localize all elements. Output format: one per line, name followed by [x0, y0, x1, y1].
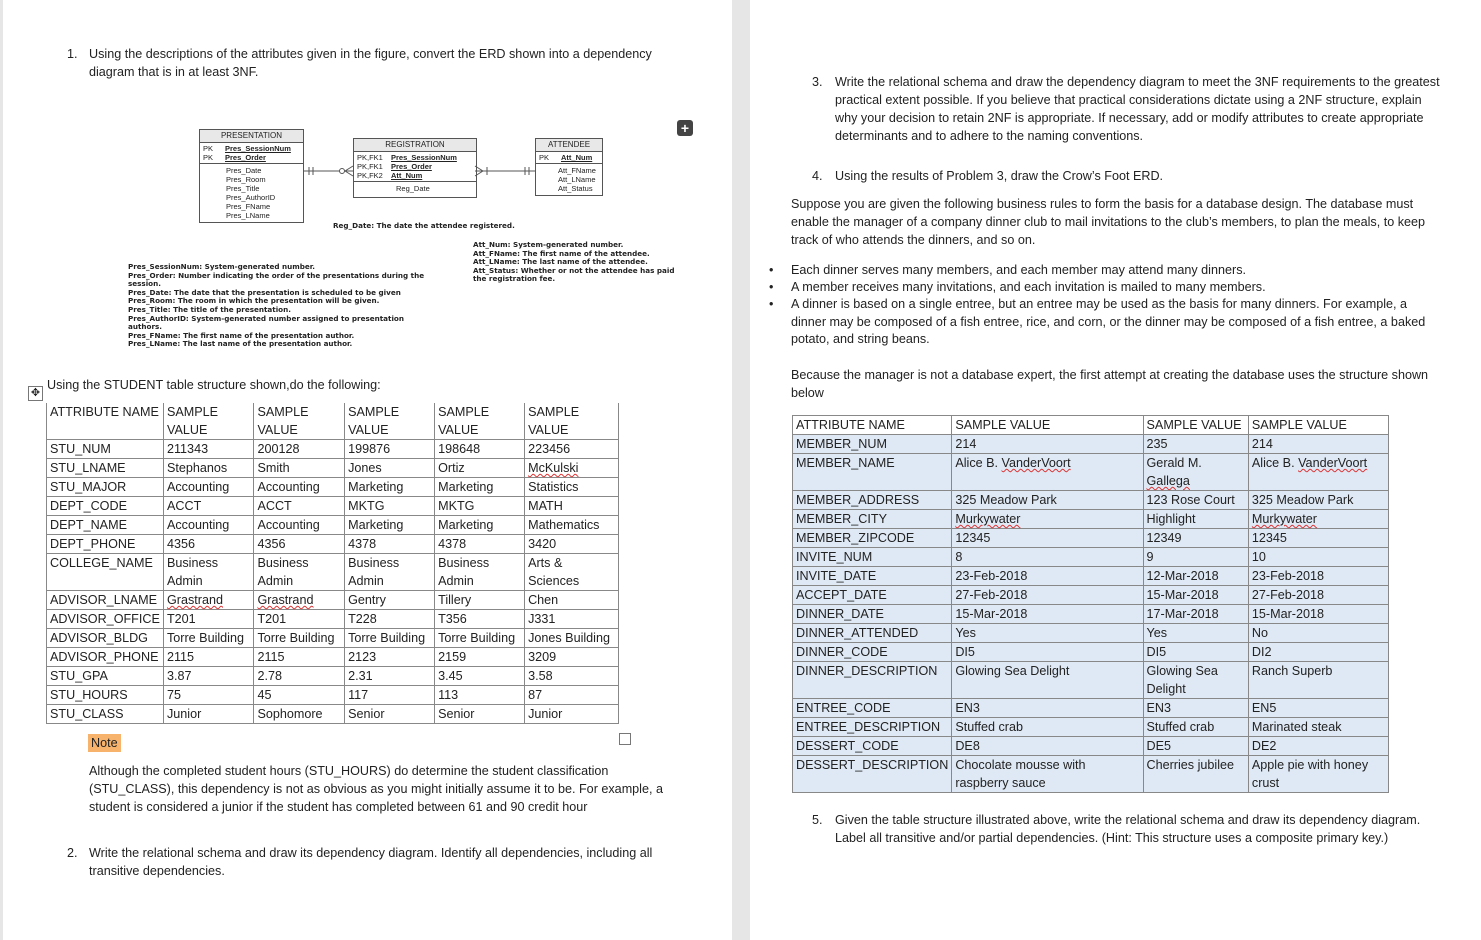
- key-type: PK: [539, 153, 550, 162]
- sample-value-cell: Stephanos: [163, 459, 253, 478]
- table-row: [47, 440, 619, 459]
- sample-value-cell: 235: [1143, 435, 1248, 454]
- sample-value-cell: Apple pie with honey crust: [1248, 756, 1388, 793]
- sample-value-cell: Torre Building: [435, 629, 525, 648]
- sample-value-cell: EN3: [1143, 699, 1248, 718]
- table-row: [47, 705, 619, 724]
- sample-value-cell: 15-Mar-2018: [952, 605, 1143, 624]
- entity-title: ATTENDEE: [536, 139, 602, 152]
- sample-value-cell: 2.78: [254, 667, 345, 686]
- sample-value-cell: Accounting: [254, 478, 345, 497]
- cell-text: Alice B. VanderVoort: [1251, 456, 1368, 470]
- student-intro-text: Using the STUDENT table structure shown,do the following:: [47, 378, 381, 392]
- entity-attribute: Pres_Date: [226, 166, 262, 175]
- sample-value-cell: 223456: [525, 440, 619, 459]
- key-type: PK,FK2: [357, 171, 383, 180]
- column-header: SAMPLE VALUE: [952, 416, 1143, 435]
- attribute-description: Pres_SessionNum: System-generated number.: [128, 262, 315, 271]
- scenario-text: Suppose you are given the following business rules to form the basis for a database design. The database must enable the manager of a company dinner club to mail invitations to the club’s members, to plan the meals, to keep track of who attends the dinners, and so on.: [791, 197, 1426, 247]
- attribute-name-cell: ENTREE_DESCRIPTION: [793, 718, 952, 737]
- sample-value-cell: J331: [525, 610, 619, 629]
- table-row: [793, 548, 1389, 567]
- sample-value-cell: T201: [254, 610, 345, 629]
- key-attribute: Att_Num: [391, 171, 423, 180]
- entity-title: REGISTRATION: [354, 139, 476, 152]
- sample-value-cell: 117: [345, 686, 435, 705]
- sample-value-cell: 9: [1143, 548, 1248, 567]
- sample-value-cell: 3209: [525, 648, 619, 667]
- question-text: Write the relational schema and draw the dependency diagram to meet the 3NF requirements to the greatest practical extent possible. If you believe that practical considerations dictate using a 2NF structure, explain why your decision to retain 2NF is appropriate. If necessary, add or modify attributes to create appropriate determinants and to adhere to the naming conventions.: [835, 75, 1440, 143]
- sample-value-cell: Torre Building: [163, 629, 253, 648]
- table-header-row: [47, 403, 619, 440]
- crowfoot-mark: [345, 171, 353, 176]
- entity-attribute: Pres_FName: [226, 202, 271, 211]
- key-attribute: Pres_Order: [391, 162, 432, 171]
- attribute-name-cell: MEMBER_NAME: [793, 454, 952, 491]
- question-number: 3.: [812, 75, 823, 89]
- table-move-handle-icon[interactable]: ✥: [28, 386, 43, 401]
- table-row: [47, 554, 619, 591]
- column-header: SAMPLE VALUE: [163, 403, 253, 440]
- sample-value-cell: Junior: [525, 705, 619, 724]
- sample-value-cell: Torre Building: [345, 629, 435, 648]
- sample-value-cell: Senior: [345, 705, 435, 724]
- sample-value-cell: 2.31: [345, 667, 435, 686]
- manager-text: Because the manager is not a database expert, the first attempt at creating the database uses the structure shown below: [791, 368, 1429, 400]
- bullet-text: A member receives many invitations, and each invitation is mailed to many members.: [791, 280, 1266, 294]
- right-page: [750, 0, 1481, 940]
- presentation-descriptions: [128, 263, 428, 349]
- sample-value-cell: 27-Feb-2018: [952, 586, 1143, 605]
- sample-value-cell: Chen: [525, 591, 619, 610]
- sample-value-cell: 199876: [345, 440, 435, 459]
- sample-value-cell: 23-Feb-2018: [952, 567, 1143, 586]
- sample-value-cell: Statistics: [525, 478, 619, 497]
- cell-text: Alice B. VanderVoort: [955, 456, 1071, 470]
- attribute-name-cell: ADVISOR_BLDG: [47, 629, 164, 648]
- question-3: [812, 73, 1442, 145]
- sample-value-cell: Sophomore: [254, 705, 345, 724]
- attribute-name-cell: STU_GPA: [47, 667, 164, 686]
- sample-value-cell: 4378: [435, 535, 525, 554]
- sample-value-cell: MATH: [525, 497, 619, 516]
- sample-value-cell: ACCT: [163, 497, 253, 516]
- sample-value-cell: 211343: [163, 440, 253, 459]
- attribute-description: Pres_FName: The first name of the presentation author.: [128, 330, 355, 340]
- sample-value-cell: [1248, 510, 1388, 529]
- bullet-text: Each dinner serves many members, and each member may attend many dinners.: [791, 263, 1246, 277]
- optional-mark: [340, 169, 345, 174]
- sample-value-cell: 12-Mar-2018: [1143, 567, 1248, 586]
- sample-value-cell: Jones Building: [525, 629, 619, 648]
- sample-value-cell: Cherries jubilee: [1143, 756, 1248, 793]
- sample-value-cell: DE8: [952, 737, 1143, 756]
- sample-value-cell: 2115: [163, 648, 253, 667]
- sample-value-cell: MKTG: [435, 497, 525, 516]
- key-attribute: Pres_SessionNum: [391, 153, 457, 162]
- sample-value-cell: [952, 454, 1143, 491]
- entity-attribute: Pres_Room: [226, 175, 266, 184]
- sample-value-cell: Marinated steak: [1248, 718, 1388, 737]
- sample-value-cell: DI5: [1143, 643, 1248, 662]
- entity-attribute: Att_LName: [558, 175, 596, 184]
- sample-value-cell: 27-Feb-2018: [1248, 586, 1388, 605]
- sample-value-cell: Smith: [254, 459, 345, 478]
- sample-value-cell: [1143, 454, 1248, 491]
- question-number: 2.: [67, 846, 78, 860]
- student-intro: [47, 376, 381, 394]
- attribute-name-cell: ENTREE_CODE: [793, 699, 952, 718]
- attribute-description: Att_Num: System-generated number.: [473, 240, 624, 249]
- table-row: [47, 591, 619, 610]
- attribute-name-cell: INVITE_NUM: [793, 548, 952, 567]
- left-page: [3, 0, 732, 940]
- table-row: [47, 686, 619, 705]
- sample-value-cell: 2123: [345, 648, 435, 667]
- attribute-name-cell: DINNER_ATTENDED: [793, 624, 952, 643]
- table-row: [793, 718, 1389, 737]
- sample-value-cell: 113: [435, 686, 525, 705]
- sample-value-cell: Glowing Sea Delight: [1143, 662, 1248, 699]
- sample-value-cell: 8: [952, 548, 1143, 567]
- sample-value-cell: Stuffed crab: [1143, 718, 1248, 737]
- sample-value-cell: 214: [1248, 435, 1388, 454]
- attribute-name-cell: MEMBER_ADDRESS: [793, 491, 952, 510]
- sample-value-cell: [1248, 454, 1388, 491]
- student-table: [46, 403, 619, 724]
- table-row: [47, 629, 619, 648]
- sample-value-cell: Yes: [952, 624, 1143, 643]
- sample-value-cell: 4356: [163, 535, 253, 554]
- sample-value-cell: 325 Meadow Park: [1248, 491, 1388, 510]
- column-header: ATTRIBUTE NAME: [793, 416, 952, 435]
- question-text: Write the relational schema and draw its dependency diagram. Identify all dependencies, including all transitive dependencies.: [89, 846, 653, 878]
- attribute-name-cell: STU_NUM: [47, 440, 164, 459]
- sample-value-cell: 3.87: [163, 667, 253, 686]
- sample-value-cell: 2115: [254, 648, 345, 667]
- add-content-icon[interactable]: +: [677, 120, 693, 136]
- table-row: [793, 605, 1389, 624]
- sample-value-cell: 325 Meadow Park: [952, 491, 1143, 510]
- key-attribute: Att_Num: [561, 153, 593, 162]
- bullet-item: • A member receives many invitations, and each invitation is mailed to many members.: [769, 280, 1266, 294]
- table-row: [793, 586, 1389, 605]
- sample-value-cell: T228: [345, 610, 435, 629]
- attribute-name-cell: DINNER_DATE: [793, 605, 952, 624]
- sample-value-cell: Yes: [1143, 624, 1248, 643]
- sample-value-cell: 75: [163, 686, 253, 705]
- table-row: [47, 459, 619, 478]
- sample-value-cell: Marketing: [345, 516, 435, 535]
- table-resize-handle[interactable]: [619, 733, 631, 745]
- table-row: [793, 624, 1389, 643]
- table-row: [793, 699, 1389, 718]
- attribute-description: Att_FName: The first name of the attendee.: [473, 248, 650, 258]
- cell-text: McKulski: [528, 461, 579, 475]
- sample-value-cell: Business Admin: [345, 554, 435, 591]
- sample-value-cell: DI5: [952, 643, 1143, 662]
- erd-figure: [123, 126, 683, 356]
- reg-date-description: Reg_Date: The date the attendee registered.: [333, 221, 515, 230]
- sample-value-cell: DI2: [1248, 643, 1388, 662]
- sample-value-cell: ACCT: [254, 497, 345, 516]
- sample-value-cell: T201: [163, 610, 253, 629]
- sample-value-cell: 87: [525, 686, 619, 705]
- question-number: 4.: [812, 169, 823, 183]
- attribute-name-cell: MEMBER_ZIPCODE: [793, 529, 952, 548]
- sample-value-cell: [254, 591, 345, 610]
- question-4: [812, 167, 1442, 185]
- attribute-description: Att_Status: Whether or not the attendee has paid the registration fee.: [473, 265, 675, 284]
- attribute-name-cell: MEMBER_CITY: [793, 510, 952, 529]
- attribute-name-cell: DESSERT_CODE: [793, 737, 952, 756]
- sample-value-cell: 12345: [1248, 529, 1388, 548]
- sample-value-cell: Accounting: [254, 516, 345, 535]
- sample-value-cell: Chocolate mousse with raspberry sauce: [952, 756, 1143, 793]
- column-header: SAMPLE VALUE: [1248, 416, 1388, 435]
- cell-text: Murkywater: [955, 512, 1021, 526]
- cell-text: Gerald M. Gallega: [1146, 456, 1202, 488]
- sample-value-cell: Highlight: [1143, 510, 1248, 529]
- sample-value-cell: Torre Building: [254, 629, 345, 648]
- key-attribute: Pres_SessionNum: [225, 144, 291, 153]
- question-2: [67, 844, 697, 880]
- bullet-text: A dinner is based on a single entree, but an entree may be used as the basis for many dinners. For example, a dinner may be composed of a fish entree, rice, and corn, or the dinner may be composed of a fish entree, a baked potato, and string beans.: [791, 297, 1426, 346]
- attribute-name-cell: ADVISOR_PHONE: [47, 648, 164, 667]
- cell-text: Grastrand: [257, 593, 314, 607]
- attribute-name-cell: STU_CLASS: [47, 705, 164, 724]
- attribute-name-cell: ADVISOR_LNAME: [47, 591, 164, 610]
- sample-value-cell: 4356: [254, 535, 345, 554]
- sample-value-cell: DE2: [1248, 737, 1388, 756]
- sample-value-cell: 3.58: [525, 667, 619, 686]
- table-row: [793, 529, 1389, 548]
- sample-value-cell: MKTG: [345, 497, 435, 516]
- bullet-item: • A dinner is based on a single entree, but an entree may be used as the basis for many dinners. For example, a dinner may be composed of a fish entree, rice, and corn, or the dinner may be composed of a fish entree, a baked potato, and string beans.: [769, 297, 1426, 346]
- attribute-description: Pres_Date: The date that the presentation is scheduled to be given: [128, 287, 401, 297]
- entity-attribute: Reg_Date: [396, 184, 430, 193]
- question-text: Given the table structure illustrated above, write the relational schema and draw its dependency diagram. Label all transitive and/or partial dependencies. (Hint: This structure uses a composite primary key.): [835, 813, 1421, 845]
- table-row: [47, 648, 619, 667]
- sample-value-cell: EN3: [952, 699, 1143, 718]
- entity-attribute: Att_Status: [558, 184, 593, 193]
- attribute-name-cell: STU_HOURS: [47, 686, 164, 705]
- table-row: [793, 643, 1389, 662]
- attribute-description: Pres_AuthorID: System-generated number assigned to presentation authors.: [128, 313, 404, 332]
- attribute-description: Pres_Order: Number indicating the order of the presentations during the session.: [128, 270, 425, 289]
- sample-value-cell: Glowing Sea Delight: [952, 662, 1143, 699]
- column-header: SAMPLE VALUE: [345, 403, 435, 440]
- question-1: [67, 45, 697, 81]
- sample-value-cell: 4378: [345, 535, 435, 554]
- table-row: [793, 756, 1389, 793]
- sample-value-cell: 12349: [1143, 529, 1248, 548]
- attribute-description: Pres_Room: The room in which the presentation will be given.: [128, 296, 380, 306]
- sample-value-cell: 15-Mar-2018: [1143, 586, 1248, 605]
- sample-value-cell: 214: [952, 435, 1143, 454]
- table-row: [47, 610, 619, 629]
- entity-title: PRESENTATION: [200, 130, 303, 143]
- question-number: 1.: [67, 47, 78, 61]
- sample-value-cell: 200128: [254, 440, 345, 459]
- key-type: PK,FK1: [357, 162, 383, 171]
- table-row: [47, 497, 619, 516]
- attribute-name-cell: INVITE_DATE: [793, 567, 952, 586]
- table-row: [793, 737, 1389, 756]
- sample-value-cell: 123 Rose Court: [1143, 491, 1248, 510]
- sample-value-cell: No: [1248, 624, 1388, 643]
- table-row: [47, 535, 619, 554]
- attribute-name-cell: ADVISOR_OFFICE: [47, 610, 164, 629]
- crowfoot-mark: [475, 171, 483, 176]
- attribute-name-cell: MEMBER_NUM: [793, 435, 952, 454]
- attribute-description: Att_LName: The last name of the attendee.: [473, 257, 648, 267]
- entity-attribute: Pres_LName: [226, 211, 270, 220]
- crowfoot-mark: [345, 166, 353, 171]
- sample-value-cell: 12345: [952, 529, 1143, 548]
- sample-value-cell: Marketing: [435, 478, 525, 497]
- sample-value-cell: Tillery: [435, 591, 525, 610]
- attribute-name-cell: DINNER_CODE: [793, 643, 952, 662]
- key-type: PK: [203, 144, 214, 153]
- entity-attribute: Pres_Title: [226, 184, 260, 193]
- sample-value-cell: [163, 591, 253, 610]
- attribute-description: Pres_Title: The title of the presentation.: [128, 304, 291, 314]
- sample-value-cell: Marketing: [345, 478, 435, 497]
- table-row: [793, 567, 1389, 586]
- sample-value-cell: DE5: [1143, 737, 1248, 756]
- key-type: PK: [203, 153, 214, 162]
- sample-value-cell: Mathematics: [525, 516, 619, 535]
- sample-value-cell: [952, 510, 1143, 529]
- table-row: [793, 510, 1389, 529]
- table-row: [793, 491, 1389, 510]
- sample-value-cell: [525, 459, 619, 478]
- sample-value-cell: Gentry: [345, 591, 435, 610]
- sample-value-cell: 198648: [435, 440, 525, 459]
- column-header: SAMPLE VALUE: [435, 403, 525, 440]
- question-text[interactable]: Using the descriptions of the attributes given in the figure, convert the ERD shown into a dependency diagram that is in at least 3NF.: [89, 47, 652, 79]
- attribute-name-cell: ACCEPT_DATE: [793, 586, 952, 605]
- column-header: ATTRIBUTE NAME: [47, 403, 164, 440]
- question-5: [812, 811, 1442, 847]
- sample-value-cell: Senior: [435, 705, 525, 724]
- cell-text: Murkywater: [1251, 512, 1317, 526]
- entity-attribute: Att_FName: [558, 166, 596, 175]
- attendee-descriptions: [473, 241, 683, 284]
- key-type: PK,FK1: [357, 153, 383, 162]
- sample-value-cell: Accounting: [163, 516, 253, 535]
- crowfoot-mark: [475, 166, 483, 171]
- sample-value-cell: 45: [254, 686, 345, 705]
- bullet-item: • Each dinner serves many members, and each member may attend many dinners.: [769, 263, 1246, 277]
- sample-value-cell: 17-Mar-2018: [1143, 605, 1248, 624]
- sample-value-cell: Stuffed crab: [952, 718, 1143, 737]
- sample-value-cell: Junior: [163, 705, 253, 724]
- attribute-description: Pres_LName: The last name of the presentation author.: [128, 339, 353, 349]
- attribute-name-cell: DEPT_PHONE: [47, 535, 164, 554]
- attribute-name-cell: DEPT_NAME: [47, 516, 164, 535]
- sample-value-cell: 10: [1248, 548, 1388, 567]
- sample-value-cell: 2159: [435, 648, 525, 667]
- sample-value-cell: Business Admin: [435, 554, 525, 591]
- question-text: Using the results of Problem 3, draw the Crow’s Foot ERD.: [835, 169, 1164, 183]
- sample-value-cell: 23-Feb-2018: [1248, 567, 1388, 586]
- sample-value-cell: 3.45: [435, 667, 525, 686]
- attribute-name-cell: STU_LNAME: [47, 459, 164, 478]
- sample-value-cell: EN5: [1248, 699, 1388, 718]
- column-header: SAMPLE VALUE: [254, 403, 345, 440]
- sample-value-cell: Jones: [345, 459, 435, 478]
- question-number: 5.: [812, 813, 823, 827]
- column-header: SAMPLE VALUE: [525, 403, 619, 440]
- note-text: Although the completed student hours (STU_HOURS) do determine the student classification (STU_CLASS), this dependency is not as obvious as you might initially assume it to be. For example, a student is considered a junior if the student has completed between 61 and 90 credit hour: [89, 764, 663, 814]
- table-row: [793, 454, 1389, 491]
- attribute-name-cell: STU_MAJOR: [47, 478, 164, 497]
- attribute-name-cell: DINNER_DESCRIPTION: [793, 662, 952, 699]
- sample-value-cell: 3420: [525, 535, 619, 554]
- sample-value-cell: Marketing: [435, 516, 525, 535]
- cell-text: Grastrand: [166, 593, 223, 607]
- sample-value-cell: T356: [435, 610, 525, 629]
- sample-value-cell: Business Admin: [163, 554, 253, 591]
- attribute-name-cell: DESSERT_DESCRIPTION: [793, 756, 952, 793]
- table-row: [47, 516, 619, 535]
- table-row: [47, 478, 619, 497]
- sample-value-cell: 15-Mar-2018: [1248, 605, 1388, 624]
- attribute-name-cell: COLLEGE_NAME: [47, 554, 164, 591]
- sample-value-cell: Ortiz: [435, 459, 525, 478]
- entity-attribute: Pres_AuthorID: [226, 193, 276, 202]
- attribute-name-cell: DEPT_CODE: [47, 497, 164, 516]
- column-header: SAMPLE VALUE: [1143, 416, 1248, 435]
- table-row: [793, 662, 1389, 699]
- sample-value-cell: Business Admin: [254, 554, 345, 591]
- table-row: [793, 435, 1389, 454]
- sample-value-cell: Accounting: [163, 478, 253, 497]
- table-row: [47, 667, 619, 686]
- note-label: Note: [88, 734, 121, 752]
- key-attribute: Pres_Order: [225, 153, 266, 162]
- sample-value-cell: Ranch Superb: [1248, 662, 1388, 699]
- table-header-row: [793, 416, 1389, 435]
- sample-value-cell: Arts & Sciences: [525, 554, 619, 591]
- dinner-club-table: [792, 415, 1389, 793]
